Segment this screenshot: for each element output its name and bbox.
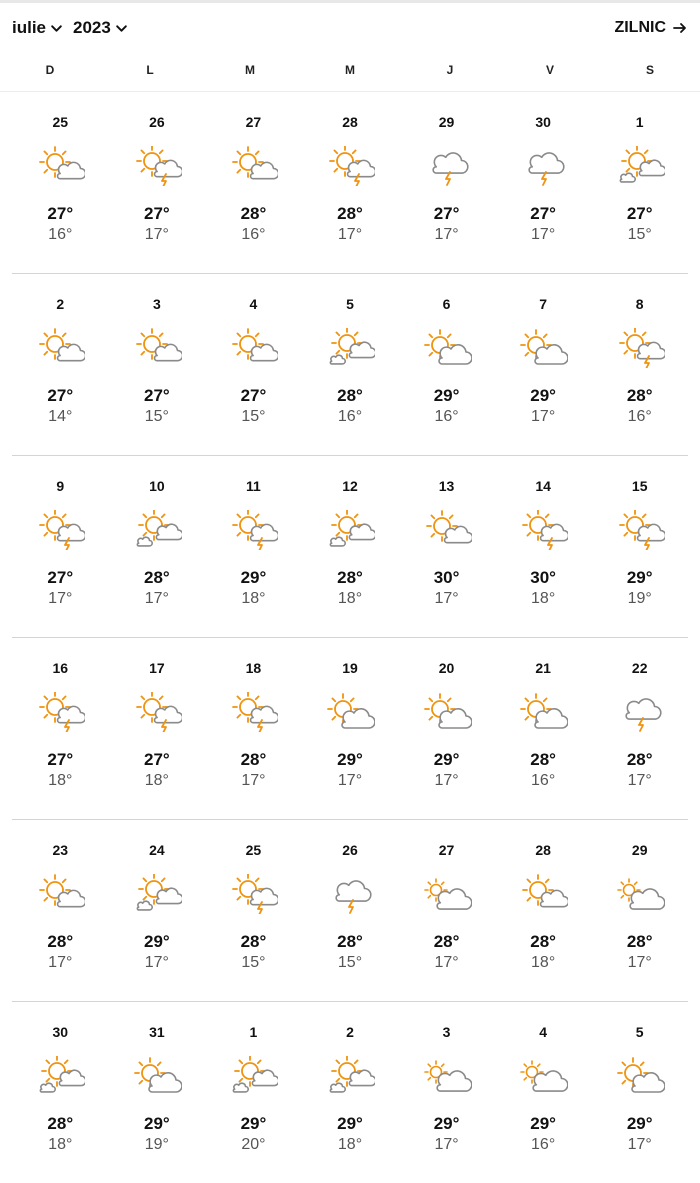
sun-cloud-small-icon	[132, 874, 182, 914]
day-number: 25	[52, 114, 69, 130]
low-temp: 17°	[531, 408, 556, 425]
sun-cloud-small-icon	[35, 1056, 85, 1096]
day-number: 12	[342, 478, 358, 494]
day-cell[interactable]	[302, 274, 399, 455]
day-cell[interactable]	[495, 274, 592, 455]
high-temp: 28°	[337, 932, 363, 951]
high-temp: 30°	[433, 568, 460, 587]
daily-label: ZILNIC	[614, 19, 666, 36]
sun-storm-icon	[228, 692, 278, 732]
day-cell[interactable]	[591, 274, 688, 455]
sun-storm-icon	[615, 328, 665, 368]
high-temp: 29°	[240, 568, 267, 587]
sun-storm-icon	[132, 692, 182, 732]
high-temp: 28°	[47, 1114, 74, 1133]
day-cell[interactable]	[205, 456, 302, 637]
sun-storm-icon	[35, 510, 85, 550]
day-cell[interactable]	[302, 638, 399, 819]
low-temp: 17°	[144, 226, 169, 243]
day-cell[interactable]	[205, 638, 302, 819]
high-temp: 28°	[143, 568, 170, 587]
day-cell[interactable]	[398, 638, 495, 819]
week-row	[12, 274, 688, 456]
day-number: 2	[56, 296, 65, 312]
day-number: 15	[631, 478, 648, 494]
low-temp: 17°	[337, 226, 363, 243]
sun-cloud-icon	[518, 874, 568, 914]
day-cell[interactable]	[398, 92, 495, 273]
day-cell[interactable]	[12, 456, 109, 637]
day-cell[interactable]	[205, 1002, 302, 1183]
day-number: 29	[438, 114, 455, 130]
day-cell[interactable]	[495, 638, 592, 819]
sun-storm-icon	[325, 146, 375, 186]
high-temp: 29°	[433, 386, 460, 405]
high-temp: 27°	[240, 386, 267, 405]
high-temp: 28°	[337, 386, 363, 405]
high-temp: 29°	[433, 750, 460, 769]
high-temp: 27°	[143, 204, 170, 223]
sun-cloud-small-icon	[325, 328, 375, 368]
day-cell[interactable]	[302, 820, 399, 1001]
high-temp: 27°	[143, 386, 170, 405]
day-number: 31	[149, 1024, 165, 1040]
day-number: 29	[631, 842, 648, 858]
sun-storm-icon	[132, 146, 182, 186]
partly-cloudy-icon	[615, 1056, 665, 1096]
day-number: 4	[249, 296, 258, 312]
day-cell[interactable]	[302, 1002, 399, 1183]
day-cell[interactable]	[109, 92, 206, 273]
high-temp: 29°	[143, 932, 170, 951]
week-row	[12, 456, 688, 638]
sun-cloud-icon	[228, 328, 278, 368]
year-label: 2023	[73, 18, 111, 37]
day-number: 27	[438, 842, 455, 858]
day-number: 17	[149, 660, 165, 676]
day-cell[interactable]	[495, 92, 592, 273]
day-number: 16	[52, 660, 69, 676]
day-cell[interactable]	[398, 274, 495, 455]
low-temp: 16°	[337, 408, 363, 425]
weekday-label: L	[146, 63, 154, 77]
partly-cloudy-icon	[422, 328, 472, 368]
day-cell[interactable]	[591, 638, 688, 819]
low-temp: 16°	[531, 1136, 556, 1153]
high-temp: 27°	[47, 386, 74, 405]
day-number: 1	[249, 1024, 258, 1040]
high-temp: 29°	[626, 1114, 653, 1133]
year-dropdown[interactable]	[73, 18, 128, 38]
low-temp: 17°	[627, 772, 652, 789]
low-temp: 18°	[531, 590, 556, 607]
arrow-right-icon	[672, 20, 688, 36]
partly-cloudy-icon	[518, 692, 568, 732]
mostly-cloudy-icon	[615, 874, 665, 914]
sun-storm-icon	[35, 692, 85, 732]
week-row	[12, 1002, 688, 1183]
month-dropdown[interactable]	[12, 18, 63, 38]
day-cell[interactable]	[591, 456, 688, 637]
day-number: 4	[539, 1024, 548, 1040]
day-cell[interactable]	[398, 1002, 495, 1183]
daily-view-link[interactable]	[614, 19, 688, 37]
high-temp: 28°	[433, 932, 460, 951]
low-temp: 17°	[627, 954, 652, 971]
day-number: 3	[152, 296, 161, 312]
day-cell[interactable]	[109, 456, 206, 637]
low-temp: 15°	[144, 408, 169, 425]
partly-cloudy-icon	[518, 328, 568, 368]
sun-storm-icon	[228, 874, 278, 914]
low-temp: 18°	[531, 954, 556, 971]
low-temp: 18°	[241, 590, 266, 607]
high-temp: 27°	[47, 568, 74, 587]
day-number: 9	[56, 478, 65, 494]
low-temp: 18°	[337, 590, 363, 607]
day-cell[interactable]	[591, 1002, 688, 1183]
day-cell[interactable]	[12, 820, 109, 1001]
sun-cloud-small-icon	[132, 510, 182, 550]
low-temp: 17°	[48, 954, 73, 971]
month-label: iulie	[12, 18, 47, 37]
high-temp: 29°	[337, 1114, 363, 1133]
day-number: 25	[245, 842, 262, 858]
day-cell[interactable]	[109, 1002, 206, 1183]
high-temp: 28°	[530, 750, 556, 769]
low-temp: 18°	[337, 1136, 363, 1153]
low-temp: 16°	[627, 408, 652, 425]
high-temp: 29°	[530, 386, 556, 405]
low-temp: 14°	[48, 408, 73, 425]
day-cell[interactable]	[591, 92, 688, 273]
day-number: 11	[246, 478, 261, 494]
high-temp: 27°	[47, 204, 74, 223]
calendar-grid	[0, 92, 700, 1183]
day-number: 26	[149, 114, 165, 130]
day-cell[interactable]	[12, 274, 109, 455]
day-cell[interactable]	[495, 456, 592, 637]
sun-storm-icon	[615, 510, 665, 550]
high-temp: 27°	[433, 204, 460, 223]
partly-cloudy-icon	[325, 692, 375, 732]
week-row	[12, 638, 688, 820]
day-number: 23	[52, 842, 69, 858]
day-cell[interactable]	[109, 638, 206, 819]
high-temp: 28°	[337, 204, 363, 223]
storm-icon	[518, 146, 568, 186]
day-number: 30	[535, 114, 551, 130]
mostly-cloudy-icon	[518, 1056, 568, 1096]
high-temp: 29°	[530, 1114, 556, 1133]
high-temp: 27°	[47, 750, 74, 769]
low-temp: 17°	[434, 226, 459, 243]
low-temp: 18°	[48, 1136, 73, 1153]
low-temp: 17°	[337, 772, 363, 789]
low-temp: 17°	[241, 772, 266, 789]
day-cell[interactable]	[302, 92, 399, 273]
high-temp: 28°	[337, 568, 363, 587]
high-temp: 28°	[47, 932, 74, 951]
low-temp: 16°	[434, 408, 459, 425]
weekday-label: M	[345, 63, 355, 77]
high-temp: 30°	[530, 568, 556, 587]
day-cell[interactable]	[205, 92, 302, 273]
day-cell[interactable]	[205, 820, 302, 1001]
calendar-header	[0, 3, 700, 53]
day-number: 2	[346, 1024, 354, 1040]
day-cell[interactable]	[398, 820, 495, 1001]
day-number: 5	[635, 1024, 644, 1040]
sun-cloud-icon	[35, 328, 85, 368]
day-number: 14	[535, 478, 551, 494]
day-cell[interactable]	[302, 456, 399, 637]
weekday-label: S	[645, 63, 654, 77]
low-temp: 17°	[434, 954, 459, 971]
day-number: 21	[535, 660, 551, 676]
sun-cloud-small-icon	[228, 1056, 278, 1096]
chevron-down-icon	[115, 22, 128, 35]
day-number: 5	[346, 296, 354, 312]
low-temp: 15°	[241, 954, 266, 971]
day-number: 30	[52, 1024, 69, 1040]
day-number: 19	[342, 660, 358, 676]
low-temp: 17°	[434, 590, 459, 607]
day-number: 20	[438, 660, 455, 676]
low-temp: 19°	[627, 590, 652, 607]
sun-cloud-small-icon	[615, 146, 665, 186]
day-number: 13	[438, 478, 455, 494]
low-temp: 17°	[434, 772, 459, 789]
day-cell[interactable]	[205, 274, 302, 455]
day-number: 3	[442, 1024, 451, 1040]
high-temp: 29°	[433, 1114, 460, 1133]
day-cell[interactable]	[495, 1002, 592, 1183]
weekday-label: M	[245, 63, 255, 77]
high-temp: 28°	[240, 750, 267, 769]
high-temp: 29°	[626, 568, 653, 587]
day-cell[interactable]	[398, 456, 495, 637]
day-number: 18	[245, 660, 262, 676]
day-cell[interactable]	[109, 820, 206, 1001]
high-temp: 28°	[626, 386, 653, 405]
storm-icon	[422, 146, 472, 186]
weekday-header-row	[0, 53, 700, 91]
high-temp: 27°	[626, 204, 653, 223]
low-temp: 18°	[144, 772, 169, 789]
day-number: 27	[245, 114, 262, 130]
month-year-selectors	[12, 18, 128, 38]
day-number: 22	[631, 660, 648, 676]
low-temp: 16°	[241, 226, 266, 243]
low-temp: 17°	[434, 1136, 459, 1153]
low-temp: 18°	[48, 772, 73, 789]
day-number: 26	[342, 842, 358, 858]
sun-storm-icon	[228, 510, 278, 550]
low-temp: 15°	[241, 408, 266, 425]
day-cell[interactable]	[109, 274, 206, 455]
high-temp: 29°	[337, 750, 363, 769]
weekday-label: D	[45, 63, 55, 77]
sun-cloud-icon	[35, 874, 85, 914]
mostly-cloudy-icon	[422, 874, 472, 914]
day-number: 10	[149, 478, 165, 494]
day-cell[interactable]	[591, 820, 688, 1001]
mostly-cloudy-icon	[422, 1056, 472, 1096]
high-temp: 28°	[240, 932, 267, 951]
day-cell[interactable]	[495, 820, 592, 1001]
low-temp: 17°	[48, 590, 73, 607]
day-number: 28	[535, 842, 551, 858]
partly-cloudy-icon	[422, 692, 472, 732]
sun-cloud-icon	[35, 146, 85, 186]
low-temp: 17°	[144, 590, 169, 607]
day-number: 28	[342, 114, 358, 130]
day-number: 1	[635, 114, 644, 130]
day-number: 8	[635, 296, 644, 312]
high-temp: 28°	[240, 204, 267, 223]
low-temp: 20°	[241, 1136, 266, 1153]
low-temp: 16°	[531, 772, 556, 789]
week-row	[12, 820, 688, 1002]
low-temp: 15°	[337, 954, 363, 971]
high-temp: 27°	[143, 750, 170, 769]
week-row	[12, 92, 688, 274]
low-temp: 17°	[144, 954, 169, 971]
day-number: 7	[539, 296, 548, 312]
high-temp: 28°	[626, 932, 653, 951]
sun-cloud-icon	[132, 328, 182, 368]
day-cell[interactable]	[12, 1002, 109, 1183]
weekday-label: J	[446, 63, 454, 77]
high-temp: 27°	[530, 204, 556, 223]
high-temp: 28°	[530, 932, 556, 951]
low-temp: 17°	[531, 226, 556, 243]
sun-storm-icon	[518, 510, 568, 550]
weekday-label: V	[545, 63, 554, 77]
day-cell[interactable]	[12, 92, 109, 273]
low-temp: 17°	[627, 1136, 652, 1153]
storm-icon	[615, 692, 665, 732]
sun-cloud-icon	[422, 510, 472, 550]
high-temp: 29°	[143, 1114, 170, 1133]
low-temp: 16°	[48, 226, 73, 243]
storm-icon	[325, 874, 375, 914]
low-temp: 15°	[627, 226, 652, 243]
high-temp: 28°	[626, 750, 653, 769]
low-temp: 19°	[144, 1136, 169, 1153]
sun-cloud-icon	[228, 146, 278, 186]
sun-cloud-small-icon	[325, 1056, 375, 1096]
high-temp: 29°	[240, 1114, 267, 1133]
day-number: 24	[149, 842, 165, 858]
chevron-down-icon	[50, 22, 63, 35]
day-cell[interactable]	[12, 638, 109, 819]
partly-cloudy-icon	[132, 1056, 182, 1096]
day-number: 6	[442, 296, 451, 312]
sun-cloud-small-icon	[325, 510, 375, 550]
